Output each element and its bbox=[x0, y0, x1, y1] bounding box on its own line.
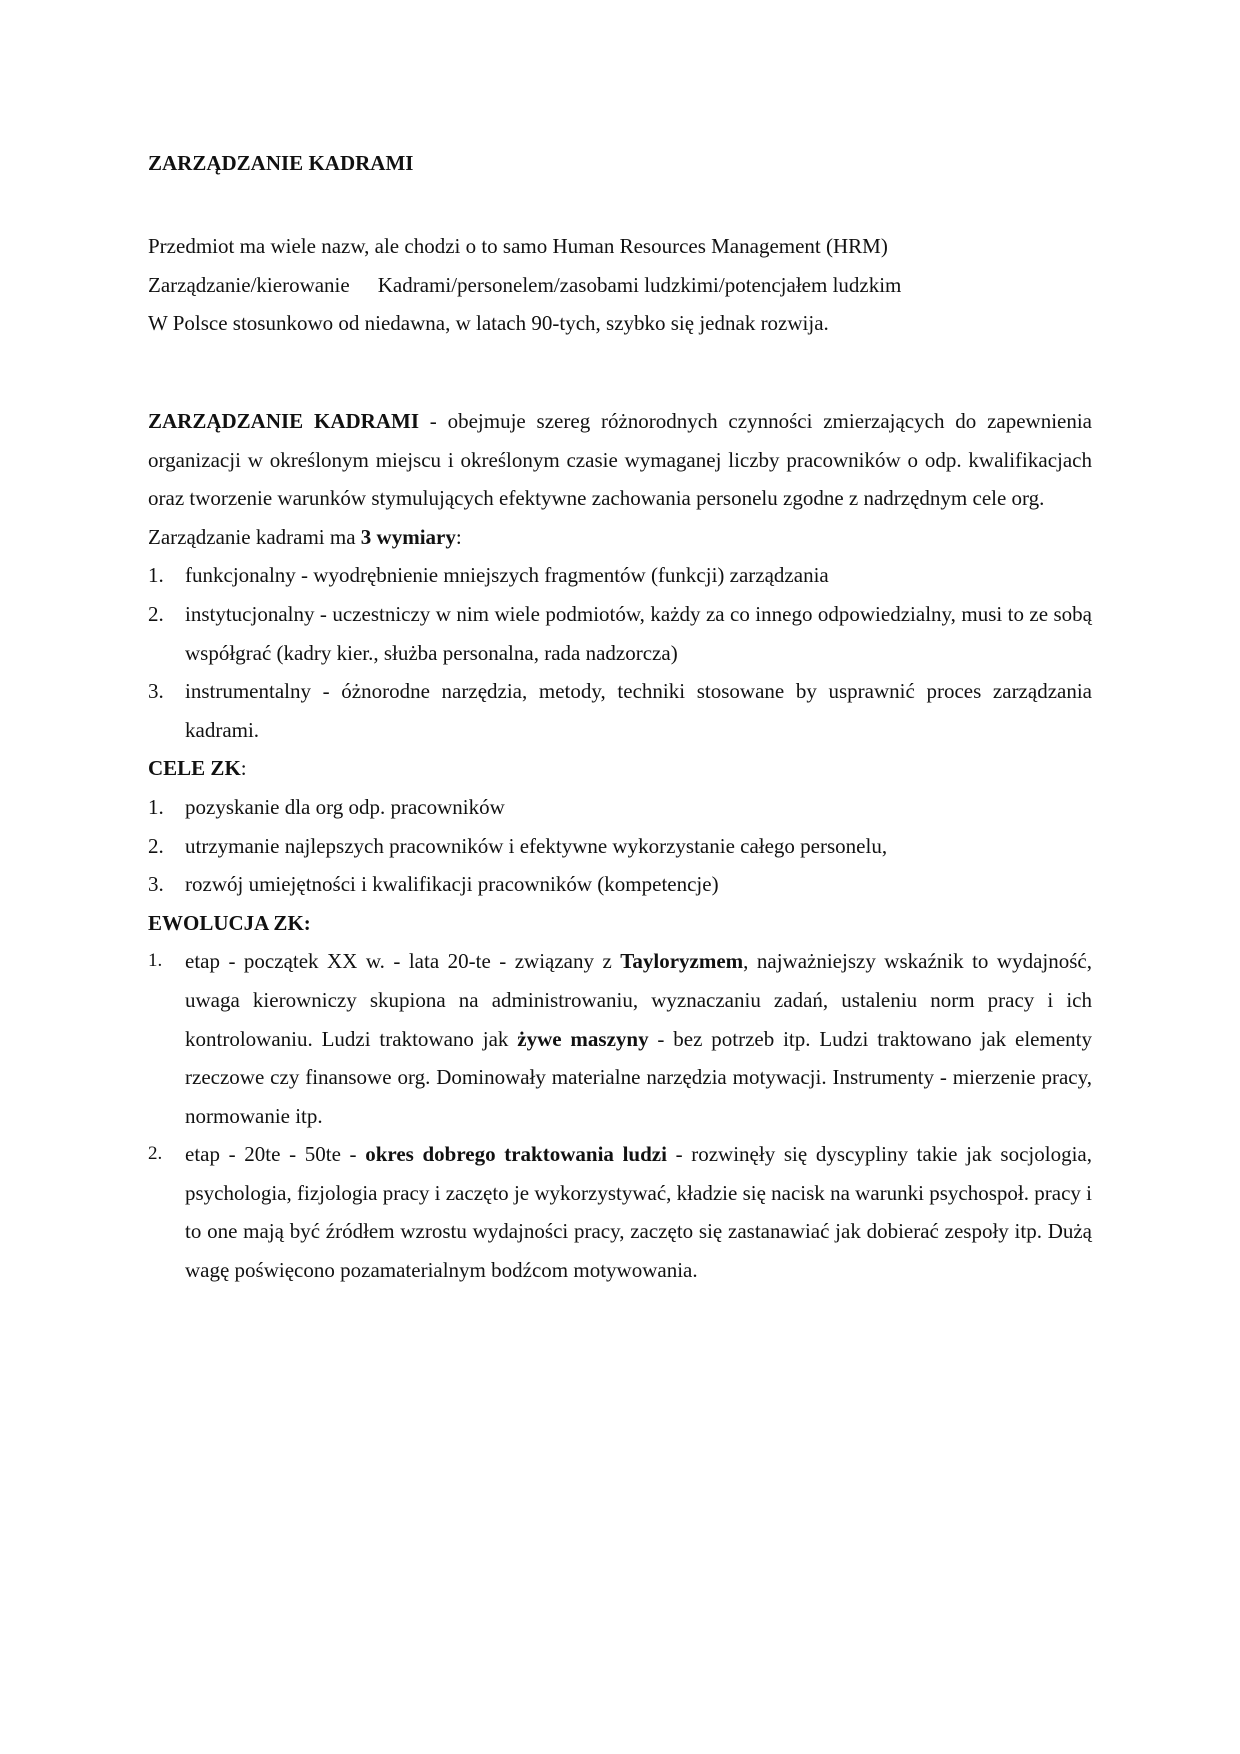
list-item bbox=[148, 672, 1092, 749]
list-text-part: - rozwinęły się dyscypliny takie jak socjologia, psychologia, fizjologia pracy i zaczęto je wykorzystywać, kładzie się nacisk na warunki psychospoł. pracy i to one mają być źródłem wzrostu wydajności pracy, zaczęto się zastanawiać jak dobierać zespoły itp. Dużą wagę poświęcono pozamaterialnym bodźcom motywowania. bbox=[185, 1142, 1092, 1283]
definition-term: ZARZĄDZANIE KADRAMI bbox=[148, 409, 419, 433]
list-text: instytucjonalny - uczestniczy w nim wiele podmiotów, każdy za co innego odpowiedzialny, musi to ze sobą współgrać (kadry kier., służba personalna, rada nadzorcza) bbox=[185, 601, 1092, 665]
list-number: 2. bbox=[148, 601, 164, 626]
list-text-part: - bez potrzeb itp. Ludzi traktowano jak elementy rzeczowe czy finansowe org. Dominowały materialne narzędzia motywacji. Instrumenty - mierzenie pracy, normowanie itp. bbox=[185, 1026, 1092, 1128]
list-text-part: , najważniejszy wskaźnik to wydajność, uwaga kierowniczy skupiona na administrowaniu, wyznaczaniu zadań, ustaleniu norm pracy i ich kontrolowaniu. Ludzi traktowano jak bbox=[185, 949, 1092, 1051]
main-content bbox=[148, 402, 1092, 1290]
dimensions-intro bbox=[148, 518, 1092, 557]
list-item bbox=[148, 942, 1092, 1135]
list-number: 3. bbox=[148, 679, 164, 704]
list-item bbox=[148, 788, 1092, 827]
goals-heading bbox=[148, 749, 1092, 788]
list-item bbox=[148, 827, 1092, 866]
list-text: pozyskanie dla org odp. pracowników bbox=[185, 794, 505, 819]
list-text-part: etap - 20te - 50te - bbox=[185, 1142, 366, 1167]
list-text: instrumentalny - óżnorodne narzędzia, metody, techniki stosowane by usprawnić proces zarządzania kadrami. bbox=[185, 679, 1092, 742]
list-item bbox=[148, 556, 1092, 595]
intro-line-2-left: Zarządzanie/kierowanie bbox=[148, 272, 350, 297]
goals-list bbox=[148, 788, 1092, 904]
intro-block bbox=[148, 227, 1092, 343]
list-number: 2. bbox=[148, 833, 164, 858]
goals-heading-suffix: : bbox=[240, 756, 247, 781]
intro-line-3: W Polsce stosunkowo od niedawna, w latach 90-tych, szybko się jednak rozwija. bbox=[148, 311, 829, 336]
list-number: 2. bbox=[148, 1143, 163, 1165]
list-text-bold: Tayloryzmem bbox=[620, 949, 744, 974]
intro-line-2-right: Kadrami/personelem/zasobami ludzkimi/potencjałem ludzkim bbox=[377, 272, 902, 297]
list-text: rozwój umiejętności i kwalifikacji pracowników (kompetencje) bbox=[185, 872, 719, 897]
list-text: funkcjonalny - wyodrębnienie mniejszych fragmentów (funkcji) zarządzania bbox=[185, 563, 829, 588]
list-number: 1. bbox=[148, 794, 164, 819]
dimensions-list bbox=[148, 556, 1092, 749]
list-item bbox=[148, 595, 1092, 672]
list-item bbox=[148, 1135, 1092, 1289]
evolution-heading: EWOLUCJA ZK: bbox=[148, 910, 311, 935]
list-number: 1. bbox=[148, 563, 164, 588]
list-number: 3. bbox=[148, 872, 164, 897]
list-number: 1. bbox=[148, 950, 163, 972]
definition-text: - obejmuje szereg różnorodnych czynności zmierzających do zapewnienia organizacji w określonym miejscu i określonym czasie wymaganej liczby pracowników o odp. kwalifikacjach oraz tworzenie warunków stymulujących efektywne zachowania personelu zgodne z nadrzędnym cele org. bbox=[148, 409, 1093, 511]
definition-paragraph bbox=[148, 402, 1092, 518]
intro-line-1: Przedmiot ma wiele nazw, ale chodzi o to samo Human Resources Management (HRM) bbox=[148, 234, 888, 258]
evolution-list bbox=[148, 942, 1092, 1289]
dimensions-intro-bold: 3 wymiary bbox=[360, 524, 456, 549]
list-text-bold: okres dobrego traktowania ludzi bbox=[365, 1142, 667, 1167]
list-item bbox=[148, 865, 1092, 904]
document-title: ZARZĄDZANIE KADRAMI bbox=[148, 151, 414, 175]
list-text-bold: żywe maszyny bbox=[517, 1026, 649, 1051]
intro-line-2 bbox=[148, 266, 1092, 305]
goals-heading-text: CELE ZK bbox=[148, 756, 241, 781]
list-text-part: etap - początek XX w. - lata 20-te - związany z bbox=[185, 949, 621, 974]
dimensions-intro-prefix: Zarządzanie kadrami ma bbox=[148, 524, 361, 549]
dimensions-intro-suffix: : bbox=[455, 524, 462, 549]
list-text: utrzymanie najlepszych pracowników i efektywne wykorzystanie całego personelu, bbox=[185, 833, 888, 858]
